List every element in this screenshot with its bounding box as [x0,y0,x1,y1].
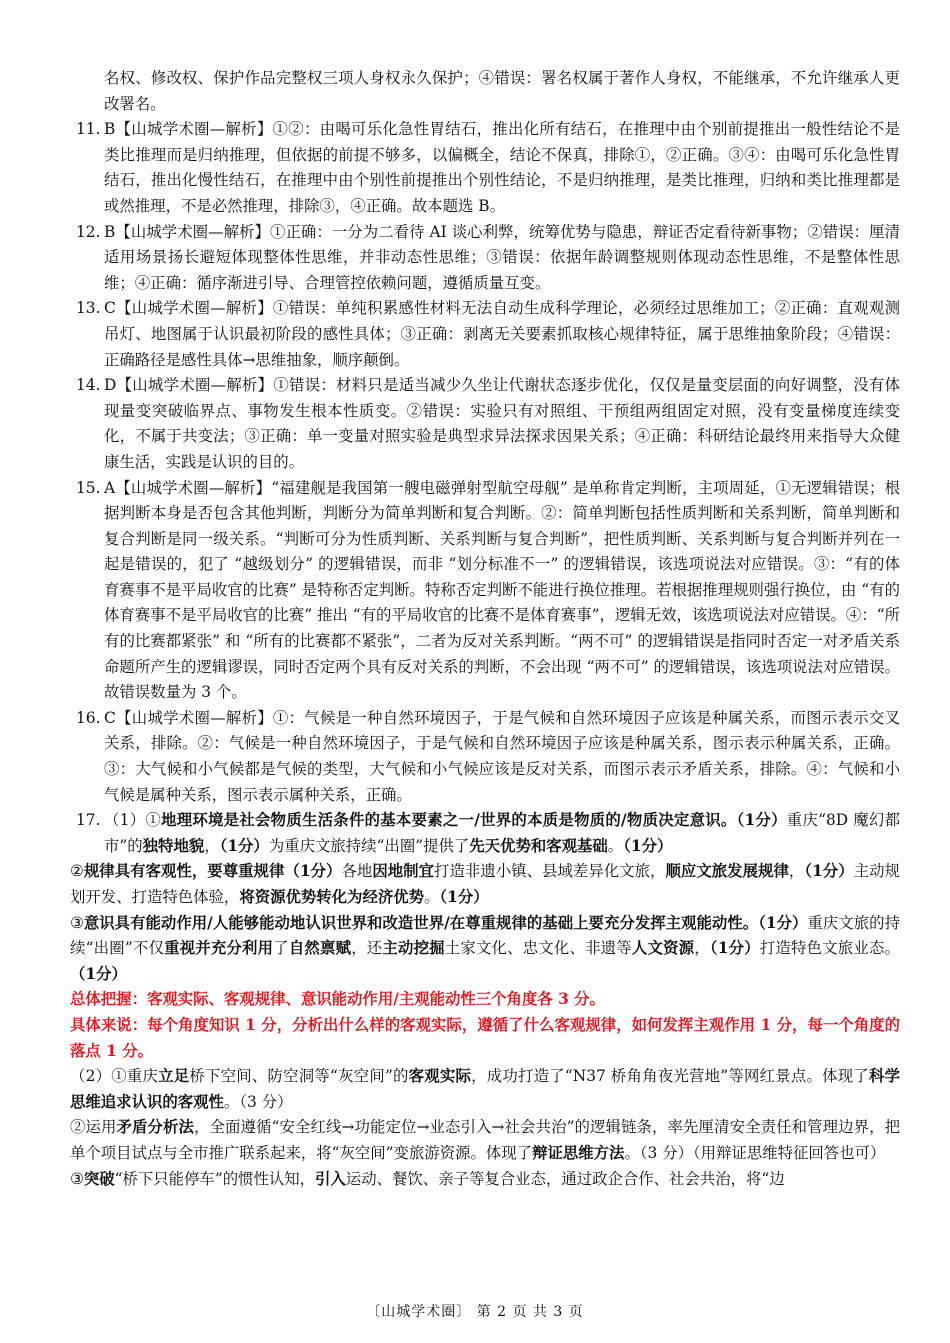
text-segment: （1）① [104,811,162,830]
text-segment: 。（3 分）（用辩证思维特征回答也可） [624,1143,886,1162]
text-segment: （2）①重庆 [70,1067,159,1086]
text-segment: ②运用 [70,1118,117,1137]
answer-item-11 [70,117,900,219]
item-text: C【山城学术圈—解析】①错误：单纯积累感性材料无法自动生成科学理论，必须经过思维加工；②正确：直观观测吊灯、地图属于认识最初阶段的感性具体；③正确：剥离无关要素抓取核心规律特征，属于思维抽象阶段；④错误：正确路径是感性具体→思维抽象，顺序颠倒。 [104,299,900,369]
answer-item-14 [70,373,900,475]
q17-part2-point3 [70,1167,900,1193]
bold-text-segment: （1分） [804,862,854,881]
item-number: 11. [76,120,101,139]
item-number: 14. [76,376,101,395]
item-text: A【山城学术圈—解析】“福建舰是我国第一艘电磁弹射型航空母舰” 是单称肯定判断，主项周延，①无逻辑错误；根据判断本身是否包含其他判断，判断分为简单判断和复合判断。②：简单判断包括性质判断和关系判断，简单判断和复合判断是同一级关系。“判断可分为性质判断、关系判断与复合判断”，把性质判断、关系判断与复合判断并列在一起是错误的，犯了 “越级划分” 的逻辑错误，而非 “划分标准不一” 的逻辑错误，该选项说法对应错误。③：“有的体育赛事不是平局收官的比赛” 是特称否定判断。特称否定判断不能进行换位推理。若根据推理规则强行换位，由 “有的体育赛事不是平局收官的比赛” 推出 “有的平局收官的比赛不是体育赛事”，逻辑无效，该选项说法对应错误。④：“所有的比赛都紧张” 和 “所有的比赛都不紧张”，二者为反对关系判断。“两不可” 的逻辑错误是指同时否定一对矛盾关系命题所产生的逻辑谬误，同时否定两个具有反对关系的判断，不会出现 “两不可” 的逻辑错误，该选项说法对应错误。故错误数量为 3 个。 [104,478,900,702]
text-segment: ③ [70,913,84,932]
item-text: B【山城学术圈—解析】①正确：一分为二看待 AI 谈心利弊，统筹优势与隐患，辩证否定看待新事物；②错误：厘清适用场景扬长避短体现整体性思维，并非动态性思维；③错误：依据年龄调整规则体现动态性思维，不是整体性思维；④正确：循序渐进引导、合理管控依赖问题，遵循质量互变。 [104,222,900,292]
q17-part1-point2 [70,859,900,910]
item-number: 15. [76,478,101,497]
q17-part1-point3 [70,911,900,988]
bold-text-segment: 突破 [83,1169,115,1188]
item-text: C【山城学术圈—解析】①：气候是一种自然环境因子，于是气候和自然环境因子应该是种属关系，而图示表示交叉关系，排除。②：气候是一种自然环境因子，于是气候和自然环境因子应该是种属关系，图示表示种属关系，正确。③：大气候和小气候都是气候的类型，大气候和小气候应该是反对关系，而图示表示矛盾关系，排除。④：气候和小气候是属种关系，图示表示属种关系，正确。 [104,708,900,804]
bold-text-segment: 引入 [315,1169,346,1188]
bold-text-segment: 辩证思维方法 [532,1143,625,1162]
item-number: 16. [76,708,101,727]
text-segment: 打造非遗小镇、县域差异化文旅， [434,862,666,881]
item-text: B【山城学术圈—解析】①②：由喝可乐化急性胃结石，推出化所有结石，在推理中由个别前提推出一般性结论不是类比推理而是归纳推理，但依据的前提不够多，以偏概全，结论不保真，排除①，②正确。③④：由喝可乐化急性胃结石，推出化慢性结石，在推理中由个别性前提推出个别性结论，不是归纳推理，是类比推理，归纳和类比推理都是或然推理，不是必然推理，排除③，④正确。故本题选 B。 [104,120,900,215]
text-segment: 重庆“8D 魔幻都市”的 [104,811,900,855]
text-segment: 打造特色文旅业态。 [759,939,900,958]
text-segment: ② [70,862,84,881]
text-segment: ③ [70,1169,84,1188]
bold-text-segment: （1分） [623,836,673,855]
bold-text-segment: 独特地貌 [142,836,205,855]
text-segment: 各地 [341,862,373,881]
page-footer: 〔山城学术圈〕 第 2 页 共 3 页 [366,1304,584,1320]
bold-text-segment: 因地制宜 [372,862,435,881]
answer-item-15 [70,476,900,706]
text-segment: ，还 [351,939,383,958]
bold-text-segment: 立足 [158,1067,190,1086]
text-segment: 。（3 分） [223,1092,293,1111]
bold-text-segment: 重视并充分利用 [164,939,274,958]
scoring-note-detail: 具体来说：每个角度知识 1 分，分析出什么样的客观实际，遵循了什么客观规律，如何发挥主观作用 1 分，每一个角度的落点 1 分。 [70,1015,900,1060]
bold-text-segment: 地理环境是社会物质生活条件的基本要素之一/世界的本质是物质的/物质决定意识。（1分） [161,811,787,830]
bold-text-segment: 规律具有客观性，要尊重规律（1分） [83,862,342,881]
bold-text-segment: 意识具有能动作用/人能够能动地认识世界和改造世界/在尊重规律的基础上要充分发挥主观能动性。（1分） [83,913,808,932]
q17-part2-point1 [70,1064,900,1115]
text-segment: 为重庆文旅持续“出圈”提供了 [268,836,470,855]
text-segment: 运动、餐饮、亲子等复合业态，通过政企合作、社会共治，将“边 [345,1169,785,1188]
text-segment: 了 [273,939,289,958]
bold-text-segment: 自然禀赋 [288,939,352,958]
bold-text-segment: 顺应文旅发展规律 [665,862,789,881]
item-number: 17. [76,811,101,830]
bold-text-segment: 先天优势和客观基础 [469,836,608,855]
text-segment: ， [694,939,710,958]
bold-text-segment: 人文资源 [631,939,695,958]
text-segment: 重庆文旅的持续“出圈”不仅 [70,913,900,958]
bold-text-segment: 将资源优势转化为经济优势 [239,888,425,906]
text-segment: “桥下只能停车”的惯性认知， [114,1169,316,1188]
text-segment: ， [788,862,805,881]
bold-text-segment: （1分） [70,964,127,983]
bold-text-segment: 科学思维追求认识的客观性 [70,1067,900,1111]
answer-analysis-body [70,66,900,1192]
bold-text-segment: （1分） [709,939,760,958]
bold-text-segment: 主动挖掘 [382,939,445,958]
item-number: 12. [76,222,101,241]
text-segment: 桥下空间、防空洞等“灰空间”的 [189,1067,409,1086]
answer-item-16 [70,706,900,808]
text-segment: ，成功打造了“N37 桥角角夜光营地”等网红景点。体现了 [471,1067,869,1086]
text-segment: ， [204,836,220,855]
q17-part1-point1 [104,808,900,859]
item-text: D【山城学术圈—解析】①错误：材料只是适当减少久坐让代谢状态逐步优化，仅仅是量变层面的向好调整，没有体现量变突破临界点、事物发生根本性质变。②错误：实验只有对照组、干预组两组固定对照，没有变量梯度连续变化，不属于共变法；③正确：单一变量对照实验是典型求异法探求因果关系；④正确：科研结论最终用来指导大众健康生活，实践是认识的目的。 [104,376,900,471]
continued-text: 名权、修改权、保护作品完整权三项人身权永久保护；④错误：署名权属于著作人身权，不能继承，不允许继承人更改署名。 [104,69,900,113]
text-segment: ，全面遵循“安全红线→功能定位→业态引入→社会共治”的逻辑链条，率先厘清安全责任和管理边界，把单个项目试点与全市推广联系起来，将“灰空间”变旅游资源。体现了 [70,1118,900,1162]
text-segment: 。 [424,888,440,906]
item-number: 13. [76,299,101,318]
answer-item-17 [70,808,900,859]
bold-text-segment: 矛盾分析法 [116,1118,195,1137]
text-segment: 土家文化、忠文化、非遗等 [444,939,632,958]
bold-text-segment: （1分） [219,836,269,855]
answer-item-12 [70,220,900,297]
scoring-note-overall: 总体把握：客观实际、客观规律、意识能动作用/主观能动性三个角度各 3 分。 [70,990,605,1009]
text-segment: 主动规划开发、打造特色体验， [70,862,900,906]
bold-text-segment: 客观实际 [408,1067,472,1086]
text-segment: 。 [607,836,624,855]
q17-part2-point2 [70,1115,900,1166]
answer-item-13 [70,296,900,373]
bold-text-segment: （1分） [439,888,489,906]
